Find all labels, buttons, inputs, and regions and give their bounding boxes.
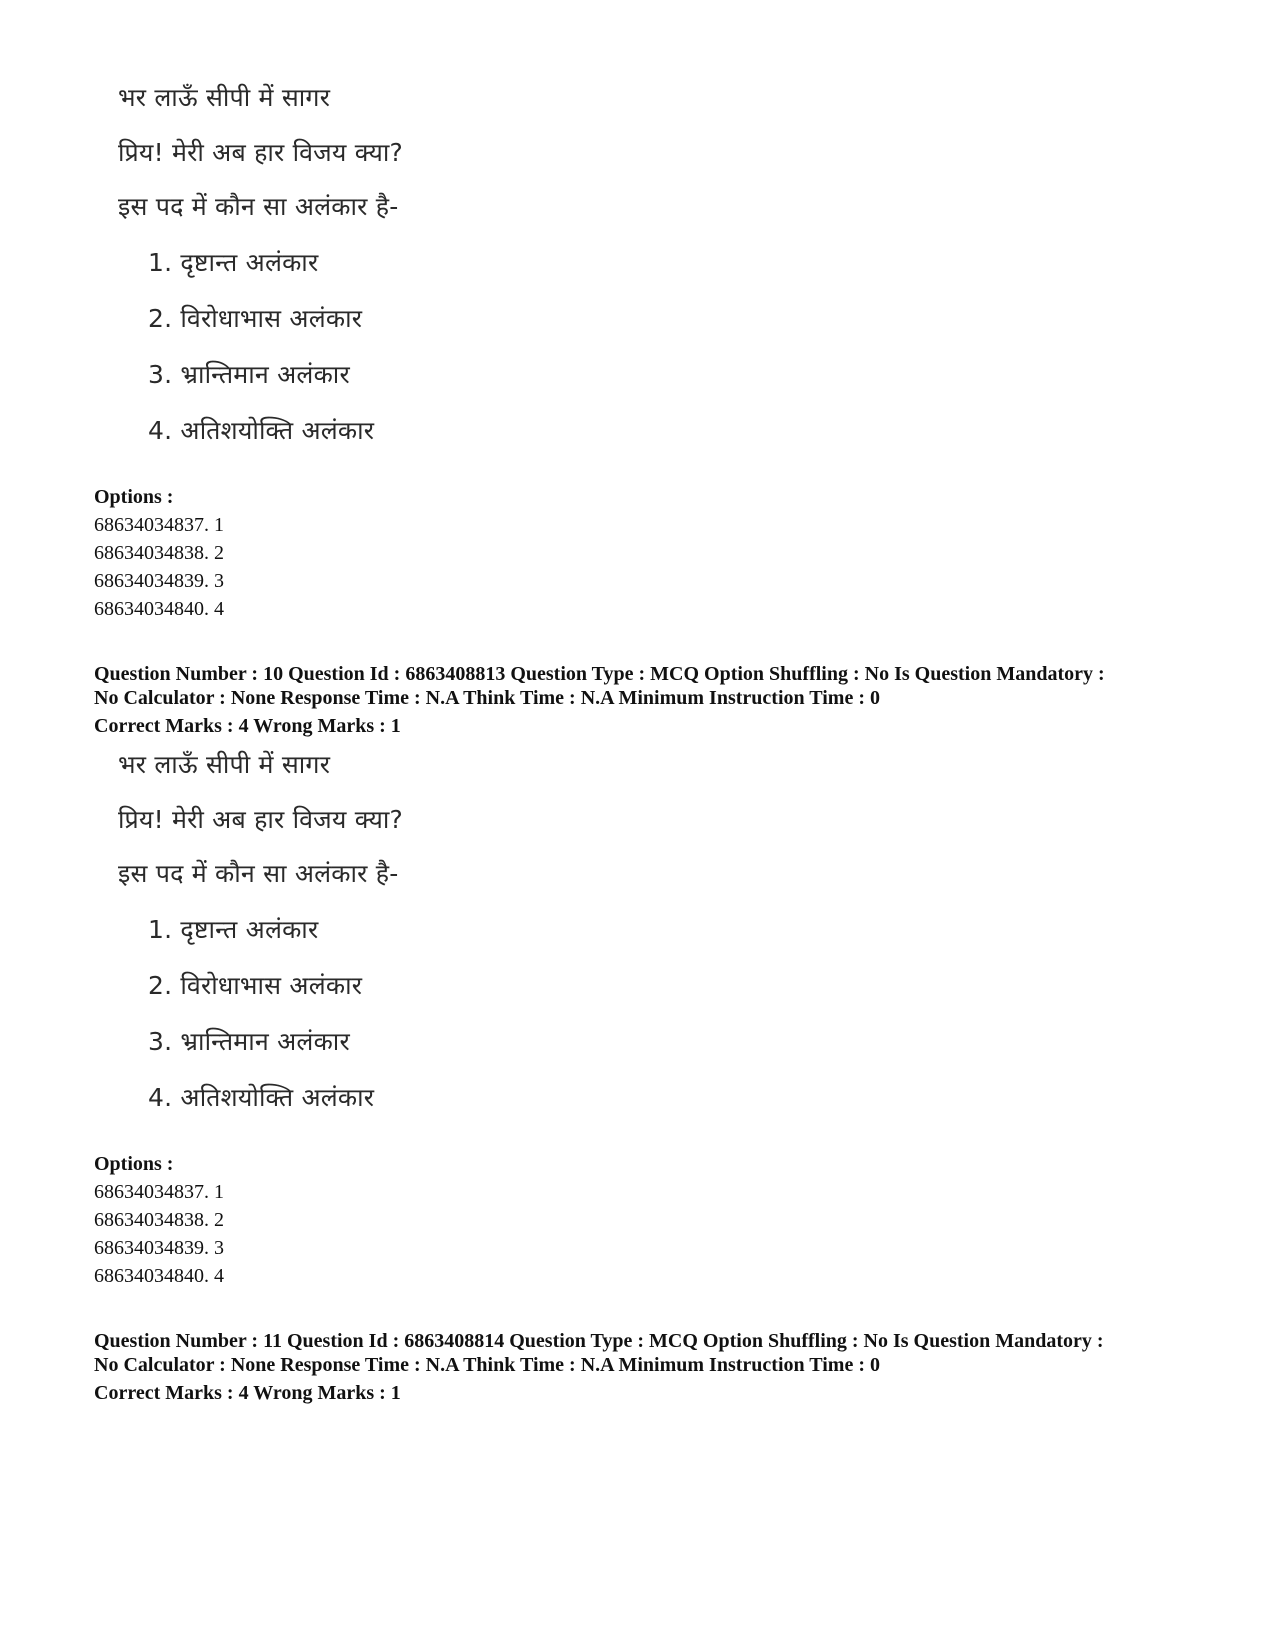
option-item: 68634034838. 2 [94,542,224,564]
passage-line: इस पद में कौन सा अलंकार है- [118,192,399,221]
question-meta-line: No Calculator : None Response Time : N.A Think Time : N.A Minimum Instruction Time : 0 [94,1354,880,1376]
option-item: 68634034839. 3 [94,1237,224,1259]
answer-choice: 2. विरोधाभास अलंकार [148,304,363,333]
option-item: 68634034838. 2 [94,1209,224,1231]
marks-line: Correct Marks : 4 Wrong Marks : 1 [94,715,401,737]
passage-line: भर लाऊँ सीपी में सागर [118,750,331,779]
question-meta [94,1329,1214,1405]
option-item: 68634034837. 1 [94,514,224,536]
passage-line: प्रिय! मेरी अब हार विजय क्या? [118,138,404,167]
answer-choice: 4. अतिशयोक्ति अलंकार [148,1083,375,1112]
answer-choice: 3. भ्रान्तिमान अलंकार [148,360,350,389]
answer-choice: 1. दृष्टान्त अलंकार [148,248,319,277]
answer-choice: 4. अतिशयोक्ति अलंकार [148,416,375,445]
question-meta-line: No Calculator : None Response Time : N.A Think Time : N.A Minimum Instruction Time : 0 [94,687,880,709]
option-item: 68634034839. 3 [94,570,224,592]
marks-line: Correct Marks : 4 Wrong Marks : 1 [94,1382,401,1404]
passage-line: इस पद में कौन सा अलंकार है- [118,859,399,888]
question-meta [94,662,1214,738]
passage-line: प्रिय! मेरी अब हार विजय क्या? [118,805,404,834]
option-item: 68634034840. 4 [94,598,224,620]
question-meta-line: Question Number : 11 Question Id : 6863408814 Question Type : MCQ Option Shuffling : No Is Question Mandatory : [94,1330,1104,1352]
answer-choice: 3. भ्रान्तिमान अलंकार [148,1027,350,1056]
option-item: 68634034837. 1 [94,1181,224,1203]
answer-choice: 2. विरोधाभास अलंकार [148,971,363,1000]
question-meta-line: Question Number : 10 Question Id : 6863408813 Question Type : MCQ Option Shuffling : No Is Question Mandatory : [94,663,1105,685]
answer-choice: 1. दृष्टान्त अलंकार [148,915,319,944]
passage-line: भर लाऊँ सीपी में सागर [118,83,331,112]
option-item: 68634034840. 4 [94,1265,224,1287]
options-label: Options : [94,1153,174,1175]
options-label: Options : [94,486,174,508]
